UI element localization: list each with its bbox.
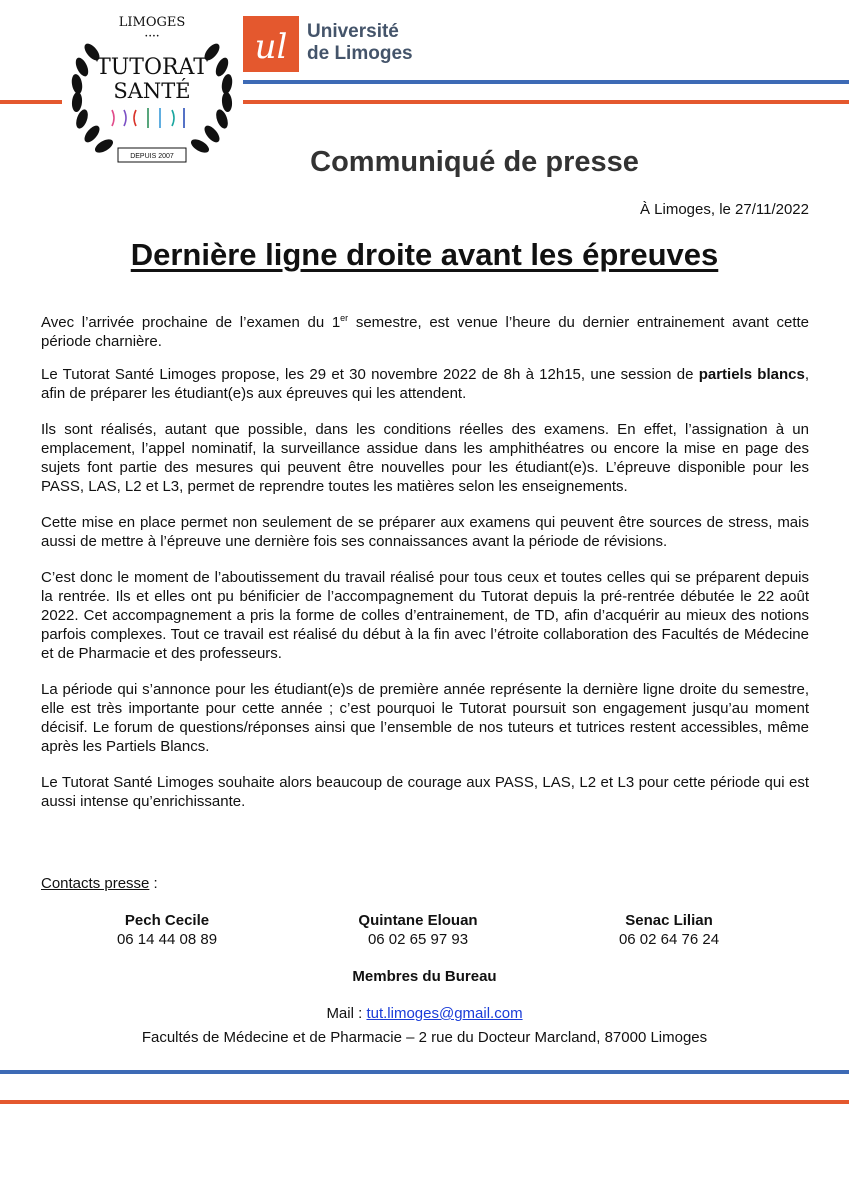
body-text [41,309,809,825]
contact-phone: 06 02 65 97 93 [367,931,469,948]
contact-name: Quintane Elouan [358,912,478,929]
paragraph-7: Le Tutorat Santé Limoges souhaite alors beaucoup de courage aux PASS, LAS, L2 et L3 pour cette période qui est aussi intense qu’enrichissante. [41,774,809,810]
contact-phone: 06 14 44 08 89 [116,931,218,948]
date-line: À Limoges, le 27/11/2022 [639,201,809,218]
header-stripe-left [0,100,62,104]
paragraph-5: C’est donc le moment de l’aboutissement du travail réalisé pour tous ceux et toutes celles qui se préparent depuis la rentrée. Ils et elles ont pu bénificier de l’accompagnement du Tutorat depuis la pré-rentrée débutée le 22 août 2022. Cet accompagnement a pris la forme de colles d’entrainement, de TD, afin d’acquérir au mieux des notions parfois complexes. Tout ce travail est réalisé du début à la fin avec l’étroite collaboration des Facultés de Médecine et de Pharmacie et des professeurs. [41,569,809,662]
svg-text:ul: ul [254,27,288,67]
contacts-label: Contacts presse : [41,875,158,892]
contact-name: Pech Cecile [124,912,210,929]
headline: Dernière ligne droite avant les épreuves [130,237,719,272]
paragraph-2: Le Tutorat Santé Limoges propose, les 29 et 30 novembre 2022 de 8h à 12h15, une session de partiels blancs, afin de préparer les étudiant(e)s aux épreuves qui les attendent. [41,366,809,402]
contact-3 [559,911,779,949]
contact-name: Senac Lilian [625,912,713,929]
email-link[interactable]: tut.limoges@gmail.com [366,1005,523,1022]
ul-logo-mark [243,16,299,72]
paragraph-4: Cette mise en place permet non seulement de se préparer aux examens qui peuvent être sources de stress, mais aussi de mettre à l’épreuve une dernière fois ses connaissances avant la période de révisions. [41,514,809,550]
logo-line2: SANTÉ [113,79,191,103]
mail-line: Mail : tut.limoges@gmail.com [326,1005,523,1022]
svg-text:• • • •: • • • • [145,34,159,40]
universite-limoges-logo [243,16,433,72]
logo-top-text: LIMOGES [118,15,186,30]
paragraph-3: Ils sont réalisés, autant que possible, dans les conditions réelles des examens. En effet, l’assignation à un emplacement, l’appel nominatif, la surveillance assidue dans les amphithéatres ou encore la mise en page des sujets font partie des mesures qui peuvent être nouvelles pour les étudiant(e)s. L’épreuve disponible pour les PASS, LAS, L2 et L3, permet de reprendre toutes les matières selon les enseignements. [41,421,809,495]
contact-2 [308,911,528,949]
logo-line1: TUTORAT [96,55,208,80]
paragraph-1: Avec l’arrivée prochaine de l’examen du 1er semestre, est venue l’heure du dernier entrainement avant cette période charnière. [41,313,809,350]
ul-line1: Université [307,21,399,42]
logo-ribbon: DEPUIS 2007 [130,153,174,160]
contact-1 [57,911,277,949]
header-stripes [243,80,849,110]
bureau-label: Membres du Bureau [352,968,497,985]
press-release-title: Communiqué de presse [310,146,639,178]
contact-phone: 06 02 64 76 24 [618,931,720,948]
address-line: Facultés de Médecine et de Pharmacie – 2 rue du Docteur Marcland, 87000 Limoges [141,1029,708,1046]
ul-line2: de Limoges [307,43,413,64]
footer-stripes [0,1070,849,1110]
paragraph-6: La période qui s’annonce pour les étudiant(e)s de première année représente la dernière ligne droite du semestre, elle est très importante pour cette année ; c’est pourquoi le Tutorat poursuit son engagement jusqu’au moment décisif. Le forum de questions/réponses ainsi que l’ensemble de nos tuteurs et tutrices restent accessibles, même après les Partiels Blancs. [41,681,809,755]
